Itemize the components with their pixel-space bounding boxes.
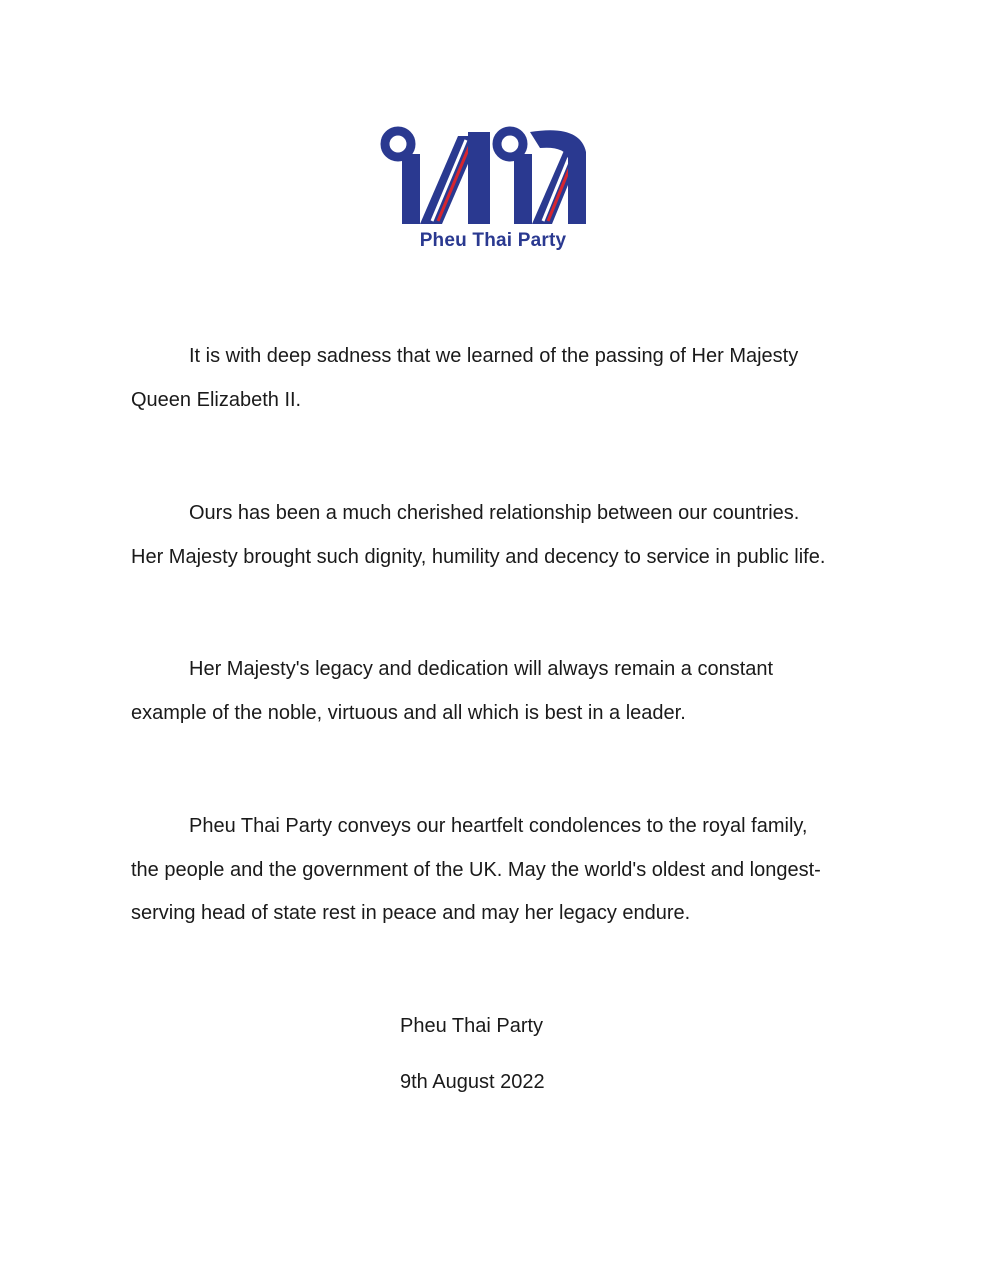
- logo-caption: Pheu Thai Party: [419, 230, 567, 251]
- paragraph-line: serving head of state rest in peace and may her legacy endure.: [131, 902, 691, 924]
- pheu-thai-logo-icon: [380, 122, 592, 232]
- paragraph-line: Queen Elizabeth II.: [131, 388, 302, 411]
- paragraph-1: [131, 335, 911, 422]
- paragraph-line: Pheu Thai Party conveys our heartfelt condolences to the royal family,: [189, 815, 808, 837]
- paragraph-line: the people and the government of the UK. May the world's oldest and longest-: [131, 858, 821, 881]
- paragraph-line: Ours has been a much cherished relationship between our countries.: [189, 502, 800, 524]
- signature-name: Pheu Thai Party: [400, 1015, 544, 1037]
- paragraph-line: Her Majesty's legacy and dedication will always remain a constant: [189, 658, 774, 680]
- paragraph-line: example of the noble, virtuous and all which is best in a leader.: [131, 701, 686, 724]
- paragraph-line: Her Majesty brought such dignity, humility and decency to service in public life.: [131, 545, 826, 568]
- paragraph-3: [131, 648, 911, 735]
- paragraph-4: [131, 805, 911, 936]
- signature-date: 9th August 2022: [400, 1071, 545, 1093]
- party-logo: [380, 122, 592, 262]
- paragraph-line: It is with deep sadness that we learned of the passing of Her Majesty: [189, 345, 799, 367]
- paragraph-2: [131, 492, 911, 579]
